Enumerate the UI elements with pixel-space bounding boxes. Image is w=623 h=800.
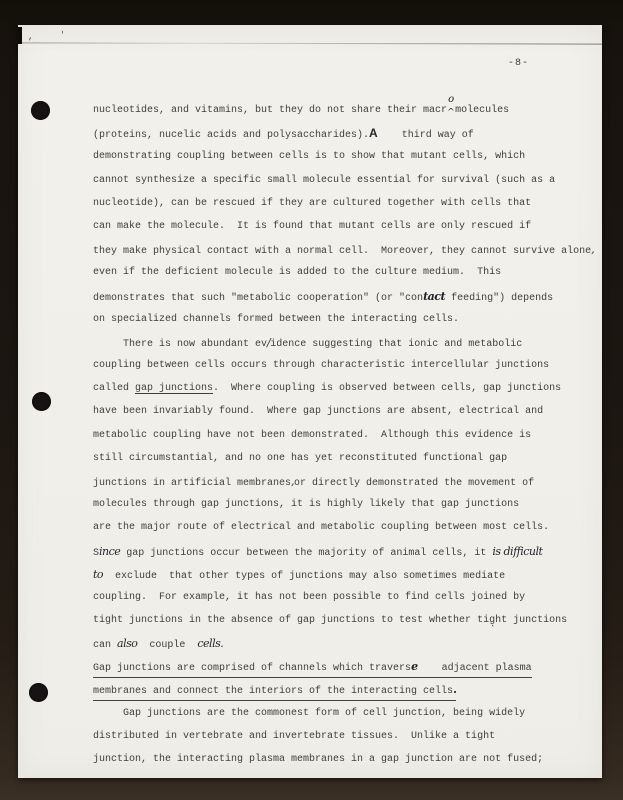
text-line [93, 540, 593, 563]
text-line [93, 400, 593, 423]
hole-punch-top [31, 101, 50, 120]
typed-text: cannot synthesize a specific small molecule essential for survival (such as a [93, 174, 556, 186]
typed-text: metabolic coupling have not been demonstrated. Although this evidence is [93, 429, 532, 441]
handwritten-text: , [291, 475, 295, 488]
typed-text: (proteins, nucelic acids and polysaccharides). [93, 130, 370, 142]
handwritten-text: is difficult [492, 544, 543, 558]
handwritten-text: . [453, 682, 457, 696]
stray-mark: ' [60, 31, 65, 40]
text-line [93, 354, 593, 377]
typed-text: third way of [377, 130, 474, 142]
document-page [18, 25, 602, 778]
typed-text: tight junctions in the absence of gap junctions to test whether tight junctions [93, 615, 568, 627]
typed-text: idence suggesting that ionic and metabolic [270, 338, 523, 350]
typed-text: Gap junctions are comprised of channels which travers [93, 662, 412, 674]
handwritten-text: / [267, 335, 271, 349]
typed-text: adjacent plasma [417, 662, 532, 674]
handwritten-text: tact [423, 289, 446, 303]
text-line [93, 656, 593, 679]
handwritten-text: also [117, 637, 138, 651]
text-line [93, 609, 593, 635]
typed-text: junctions in artificial membranes [93, 478, 292, 489]
typed-text: demonstrating coupling between cells is to show that mutant cells, which [93, 151, 526, 163]
text-line [93, 145, 593, 168]
typed-text: gap junctions [135, 383, 214, 395]
handwritten-text: to [93, 567, 104, 581]
typed-text: gap junctions occur between the majority of animal cells, it [120, 547, 493, 559]
typed-text: are the major route of electrical and metabolic coupling between most cells. [93, 522, 550, 534]
typed-text: still circumstantial, and no one has yet reconstituted functional gap [93, 452, 508, 464]
typed-text: on specialized channels formed between the interacting cells. [93, 313, 460, 325]
typed-text: exclude that other types of junctions may also sometimes mediate [103, 570, 506, 582]
typed-text: demonstrates that such "metabolic cooperation" (or "con [93, 292, 424, 304]
typed-text: There is now abundant ev [93, 338, 268, 350]
typed-text: even if the deficient molecule is added to the culture medium. This [93, 267, 502, 279]
typed-text: distributed in vertebrate and invertebrate tissues. Unlike a tight [93, 731, 496, 743]
handwritten-text: ince [99, 544, 121, 558]
typed-text: Gap junctions are the commonest form of cell junction, being widely [93, 707, 526, 719]
handwritten-text: cells. [197, 637, 224, 651]
stray-pen-mark: ` [486, 623, 496, 635]
document-text [93, 94, 595, 771]
typed-text: coupling between cells occurs through characteristic intercellular junctions [93, 360, 550, 372]
handwritten-text: A [369, 126, 378, 141]
text-line [93, 424, 593, 447]
text-line [93, 470, 593, 493]
typed-text: junction, the interacting plasma membranes in a gap junction are not fused; [93, 754, 544, 766]
typed-text: or directly demonstrated the movement of [294, 478, 535, 489]
text-line [93, 586, 593, 609]
hole-punch-middle [32, 392, 51, 411]
page-edge-line [18, 42, 602, 44]
text-line [93, 516, 593, 539]
typed-text: can make the molecule. It is found that mutant cells are only rescued if [93, 220, 532, 232]
text-line [93, 238, 593, 261]
typed-text: molecules through gap junctions, it is highly likely that gap junctions [93, 499, 520, 511]
text-line [93, 632, 593, 655]
typed-text: coupling. For example, it has not been possible to find cells joined by [93, 591, 526, 603]
typed-text: can [93, 640, 118, 652]
text-line [93, 679, 593, 702]
hole-punch-bottom [29, 683, 48, 702]
text-line [93, 94, 593, 122]
text-line [93, 447, 593, 470]
typed-text: couple [137, 640, 198, 652]
typed-text: called [93, 383, 136, 395]
typed-text: nucleotides, and vitamins, but they do not share their macr [93, 105, 448, 116]
typed-text: have been invariably found. Where gap junctions are absent, electrical and [93, 406, 544, 418]
text-line [93, 192, 593, 215]
corner-mark [18, 27, 22, 44]
text-line [93, 493, 593, 516]
typed-text: molecules [455, 105, 510, 116]
text-line [93, 169, 593, 192]
text-line [93, 285, 593, 308]
handwritten-text: , [591, 243, 595, 257]
typed-text: nucleotide), can be rescued if they are cultured together with cells that [93, 197, 532, 209]
text-line [93, 563, 593, 586]
stray-mark: , [28, 32, 34, 42]
typed-text: feeding") depends [445, 292, 554, 304]
text-line [93, 748, 593, 771]
text-line [93, 331, 593, 354]
text-line [93, 122, 593, 145]
typed-text: . Where coupling is observed between cells, gap junctions [213, 383, 562, 395]
text-line [93, 215, 593, 238]
text-line [93, 308, 593, 331]
text-line [93, 261, 593, 284]
handwritten-text: e [411, 659, 418, 673]
text-line [93, 702, 593, 725]
typed-text: they make physical contact with a normal cell. Moreover, they cannot survive alone [93, 246, 592, 258]
page-number: -8- [508, 58, 530, 69]
insert-correction: o ^ [447, 94, 455, 118]
text-line [93, 725, 593, 748]
text-line [93, 377, 593, 400]
typed-text: membranes and connect the interiors of the interacting cells [93, 685, 454, 697]
typed-text: S [93, 547, 100, 559]
